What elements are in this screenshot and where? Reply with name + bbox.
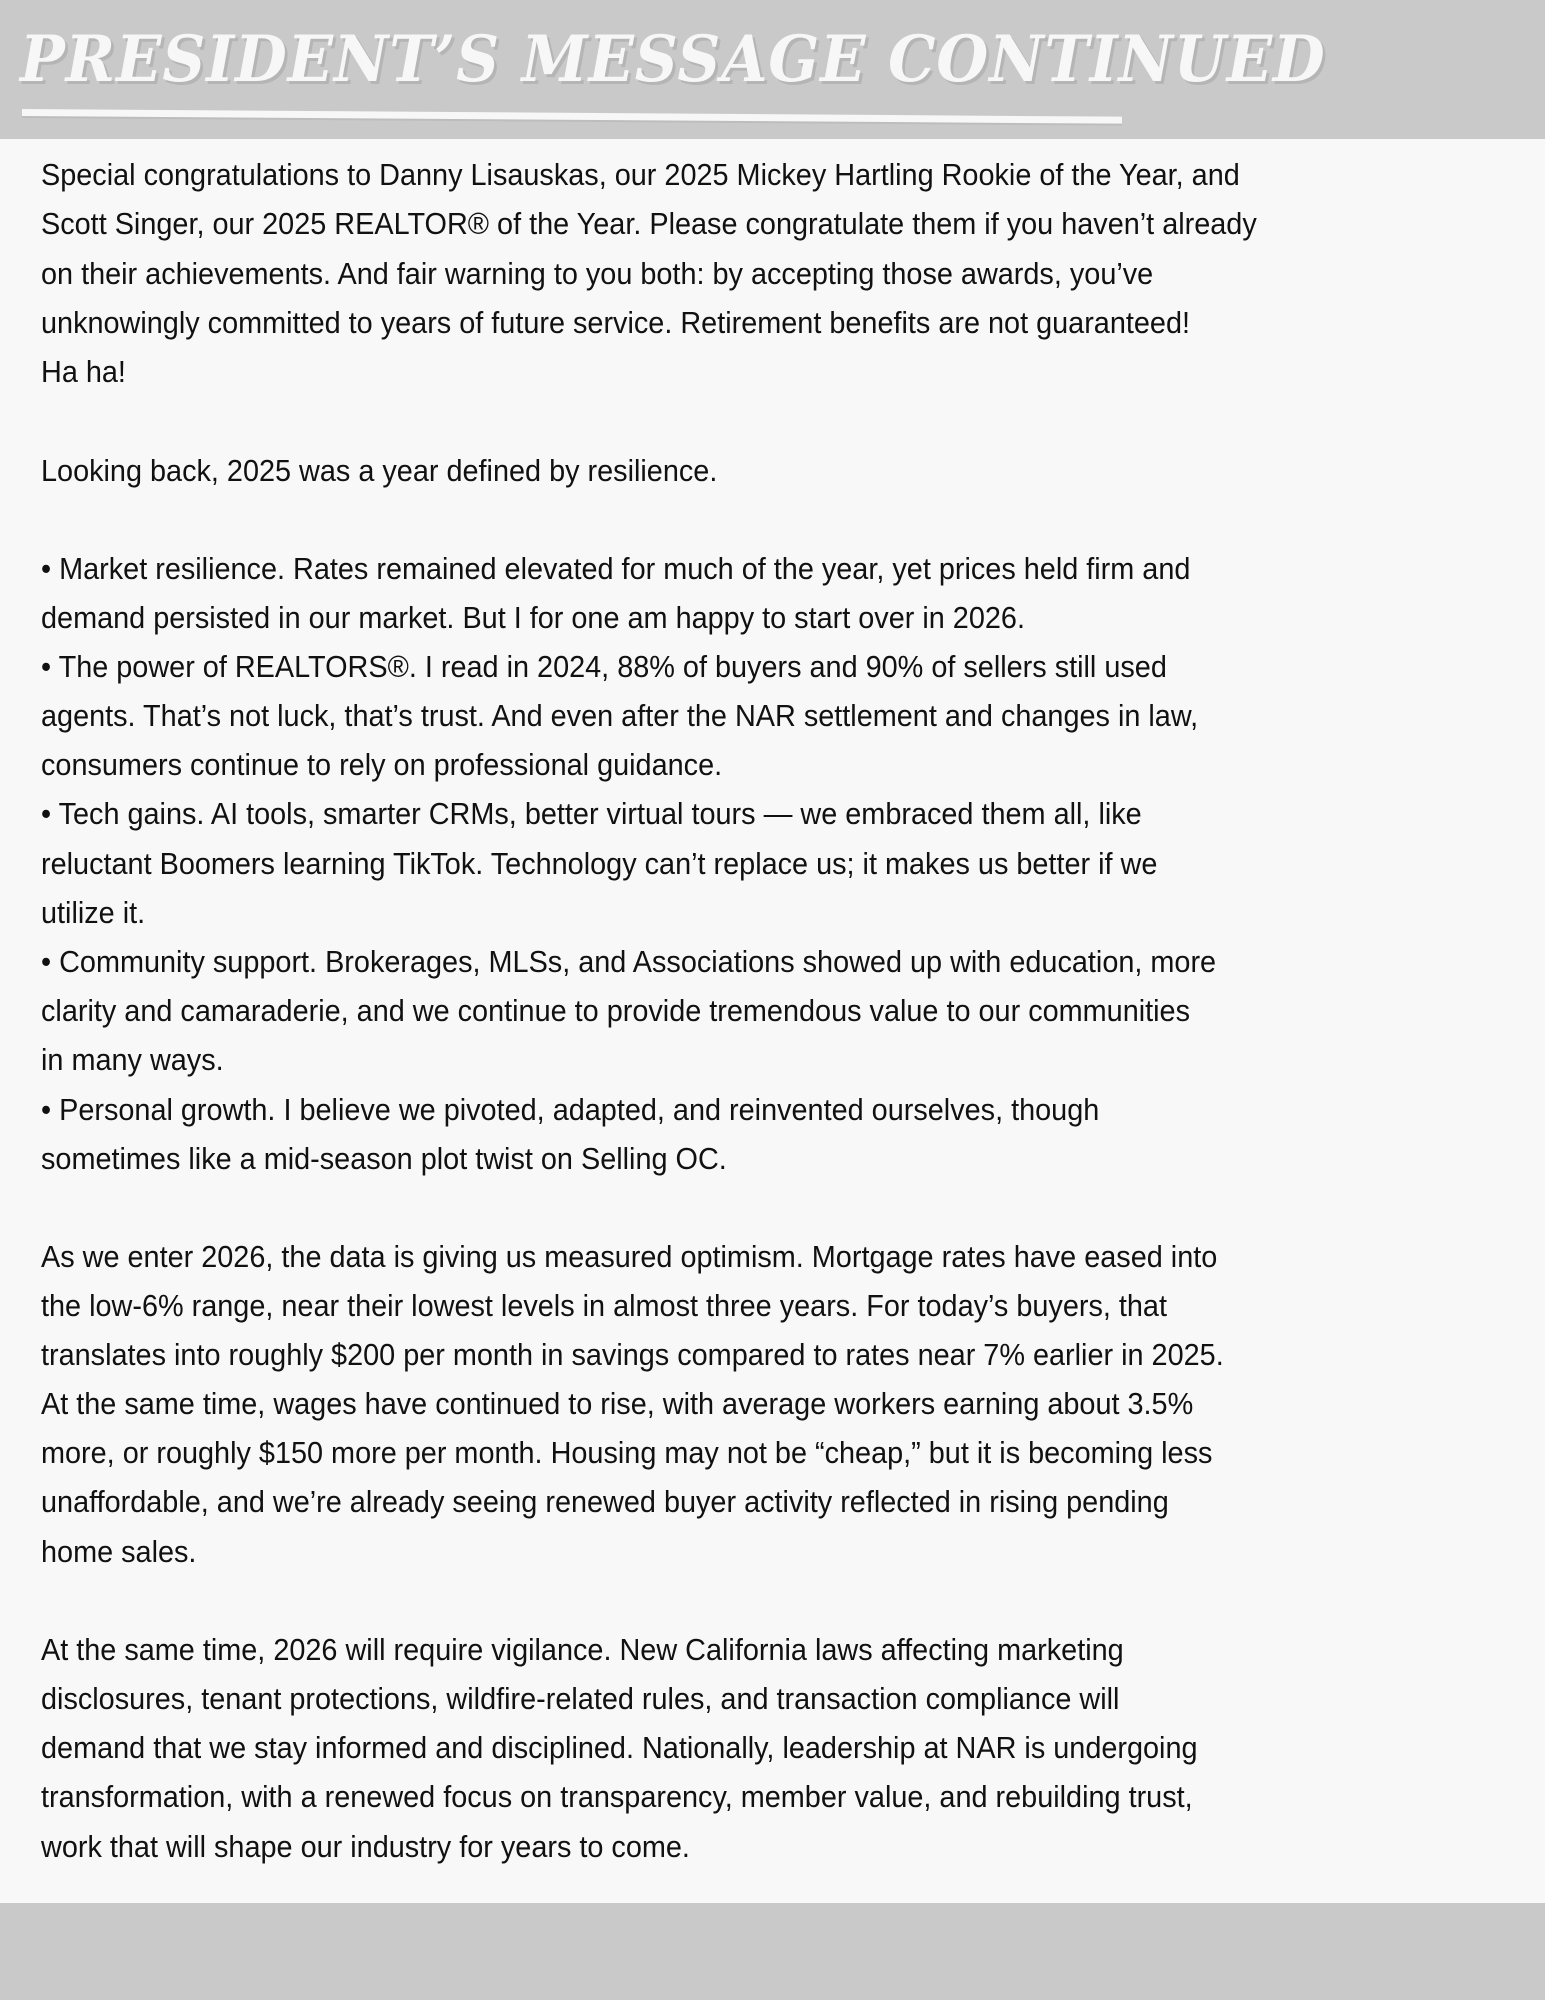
bullet-line: agents. That’s not luck, that’s trust. And even after the NAR settlement and changes in law, [41,698,1199,733]
bullet-line: in many ways. [41,1042,224,1077]
text-line: At the same time, 2026 will require vigilance. New California laws affecting marketing [41,1632,1124,1667]
text-line: Special congratulations to Danny Lisauskas, our 2025 Mickey Hartling Rookie of the Year, and [41,157,1240,192]
text-line: more, or roughly $150 more per month. Housing may not be “cheap,” but it is becoming less [41,1435,1213,1470]
bullet-line: • The power of REALTORS®. I read in 2024, 88% of buyers and 90% of sellers still used [41,649,1167,684]
text-line: work that will shape our industry for years to come. [41,1829,690,1864]
text-line: At the same time, wages have continued to rise, with average workers earning about 3.5% [41,1386,1194,1421]
text-line: disclosures, tenant protections, wildfire-related rules, and transaction compliance will [41,1681,1120,1716]
text-line: Ha ha! [41,354,126,389]
text-line: translates into roughly $200 per month in savings compared to rates near 7% earlier in 2025. [41,1337,1224,1372]
bullet-line: • Community support. Brokerages, MLSs, and Associations showed up with education, more [41,944,1217,979]
message-body [0,139,1545,1903]
bullet-line: • Tech gains. AI tools, smarter CRMs, better virtual tours — we embraced them all, like [41,796,1142,831]
text-line: demand that we stay informed and disciplined. Nationally, leadership at NAR is undergoing [41,1730,1198,1765]
bullet-line: consumers continue to rely on professional guidance. [41,747,723,782]
bullet-line: • Market resilience. Rates remained elevated for much of the year, yet prices held firm and [41,551,1191,586]
bullet-line: clarity and camaraderie, and we continue to provide tremendous value to our communities [41,993,1191,1028]
text-line: on their achievements. And fair warning to you both: by accepting those awards, you’ve [41,256,1154,291]
text-line: the low-6% range, near their lowest levels in almost three years. For today’s buyers, that [41,1288,1167,1323]
bullet-line: sometimes like a mid-season plot twist on Selling OC. [41,1141,727,1176]
text-line: home sales. [41,1534,197,1569]
bullet-line: demand persisted in our market. But I for one am happy to start over in 2026. [41,600,1025,635]
text-line: unknowingly committed to years of future service. Retirement benefits are not guaranteed! [41,305,1191,340]
text-line: Scott Singer, our 2025 REALTOR® of the Year. Please congratulate them if you haven’t already [41,206,1257,241]
bullet-line: • Personal growth. I believe we pivoted, adapted, and reinvented ourselves, though [41,1092,1100,1127]
text-line: unaffordable, and we’re already seeing renewed buyer activity reflected in rising pending [41,1484,1169,1519]
bullet-line: reluctant Boomers learning TikTok. Technology can’t replace us; it makes us better if we [41,846,1158,881]
bullet-line: utilize it. [41,895,146,930]
title-underline [22,109,1122,124]
text-line: As we enter 2026, the data is giving us measured optimism. Mortgage rates have eased into [41,1239,1218,1274]
header-band [0,0,1545,139]
page-title: PRESIDENT’S MESSAGE CONTINUED [20,22,1326,97]
footer-band [0,1903,1545,2000]
text-line: transformation, with a renewed focus on transparency, member value, and rebuilding trust, [41,1779,1193,1814]
text-line: Looking back, 2025 was a year defined by resilience. [41,453,718,488]
